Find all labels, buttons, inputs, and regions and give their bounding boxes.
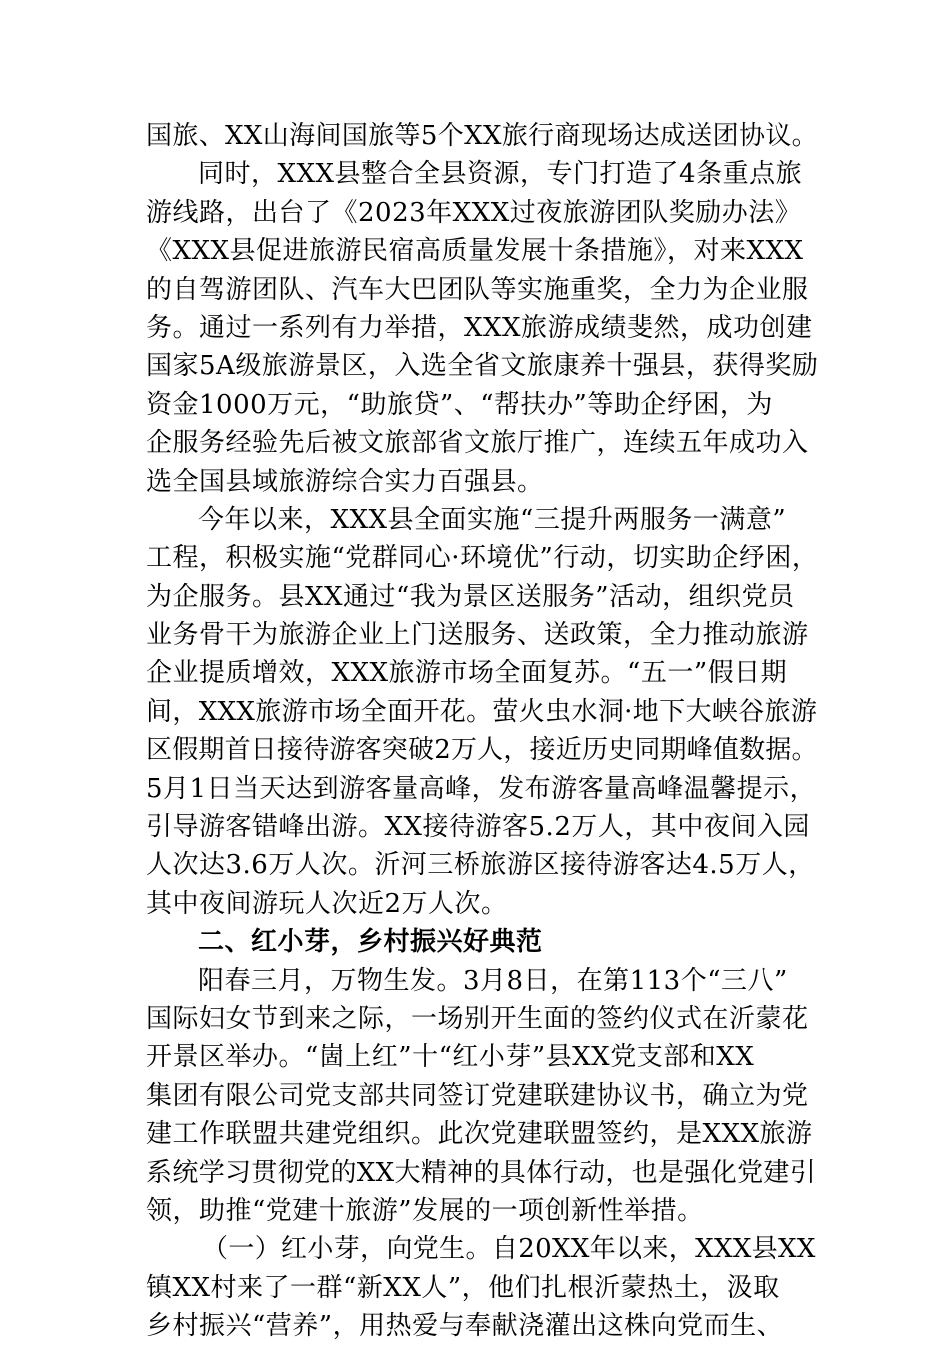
paragraph-line: 引导游客错峰出游。XX接待游客5.2万人，其中夜间入园 xyxy=(146,812,810,843)
paragraph-line: 建工作联盟共建党组织。此次党建联盟签约，是XXX旅游 xyxy=(146,1119,813,1150)
paragraph-line: 业务骨干为旅游企业上门送服务、送政策，全力推动旅游 xyxy=(146,620,809,651)
paragraph-line: 其中夜间游玩人次近2万人次。 xyxy=(146,888,508,919)
paragraph-line: 游线路，出台了《2023年XXX过夜旅游团队奖励办法》 xyxy=(146,197,802,228)
paragraph-line: 国旅、XX山海间国旅等5个XX旅行商现场达成送团协议。 xyxy=(146,121,819,151)
paragraph-line: 国际妇女节到来之际，一场别开生面的签约仪式在沂蒙花 xyxy=(146,1003,809,1034)
paragraph-line: 开景区举办。“崮上红”十“红小芽”县XX党支部和XX xyxy=(146,1042,755,1073)
paragraph-line: 领，助推“党建十旅游”发展的一项创新性举措。 xyxy=(146,1195,704,1226)
paragraph-line: 镇XX村来了一群“新XX人”，他们扎根沂蒙热土，汲取 xyxy=(146,1272,780,1303)
paragraph-line: 的自驾游团队、汽车大巴团队等实施重奖，全力为企业服 xyxy=(146,274,809,305)
paragraph-line: 区假期首日接待游客突破2万人，接近历史同期峰值数据。 xyxy=(146,735,818,766)
paragraph-line: 乡村振兴“营养”，用热爱与奉献浇灌出这株向党而生、 xyxy=(146,1311,784,1342)
paragraph-line: 务。通过一系列有力举措，XXX旅游成绩斐然，成功创建 xyxy=(146,312,813,343)
paragraph-line: 《XXX县促进旅游民宿高质量发展十条措施》，对来XXX xyxy=(146,236,804,267)
subsection-line: （一）红小芽，向党生。自20XX年以来，XXX县XX xyxy=(202,1234,816,1265)
document-body xyxy=(146,117,818,1346)
paragraph-line: 人次达3.6万人次。沂河三桥旅游区接待游客达4.5万人， xyxy=(146,850,815,881)
paragraph-line: 企业提质增效，XXX旅游市场全面复苏。“五一”假日期 xyxy=(146,658,788,689)
section-heading: 二、红小芽，乡村振兴好典范 xyxy=(198,927,543,958)
paragraph-line: 选全国县域旅游综合实力百强县。 xyxy=(146,466,544,497)
paragraph-line: 系统学习贯彻党的XX大精神的具体行动，也是强化党建引 xyxy=(146,1157,817,1188)
paragraph-line: 集团有限公司党支部共同签订党建联建协议书，确立为党 xyxy=(146,1080,809,1111)
paragraph-line: 今年以来，XXX县全面实施“三提升两服务一满意” xyxy=(198,504,787,535)
paragraph-line: 间，XXX旅游市场全面开花。萤火虫水洞·地下大峡谷旅游 xyxy=(146,696,818,727)
paragraph-line: 同时，XXX县整合全县资源，专门打造了4条重点旅 xyxy=(198,159,803,190)
paragraph-line: 5月1日当天达到游客量高峰，发布游客量高峰温馨提示， xyxy=(146,773,817,804)
paragraph-line: 工程，积极实施“党群同心·环境优”行动，切实助企纾困， xyxy=(146,543,819,574)
paragraph-line: 企服务经验先后被文旅部省文旅厅推广，连续五年成功入 xyxy=(146,428,809,459)
paragraph-line: 为企服务。县XX通过“我为景区送服务”活动，组织党员 xyxy=(146,581,795,612)
paragraph-line: 国家5A级旅游景区，入选全省文旅康养十强县，获得奖励 xyxy=(146,351,819,382)
paragraph-line: 资金1000万元，“助旅贷”、“帮扶办”等助企纾困，为 xyxy=(146,389,773,420)
paragraph-line: 阳春三月，万物生发。3月8日，在第113个“三八” xyxy=(198,965,788,996)
